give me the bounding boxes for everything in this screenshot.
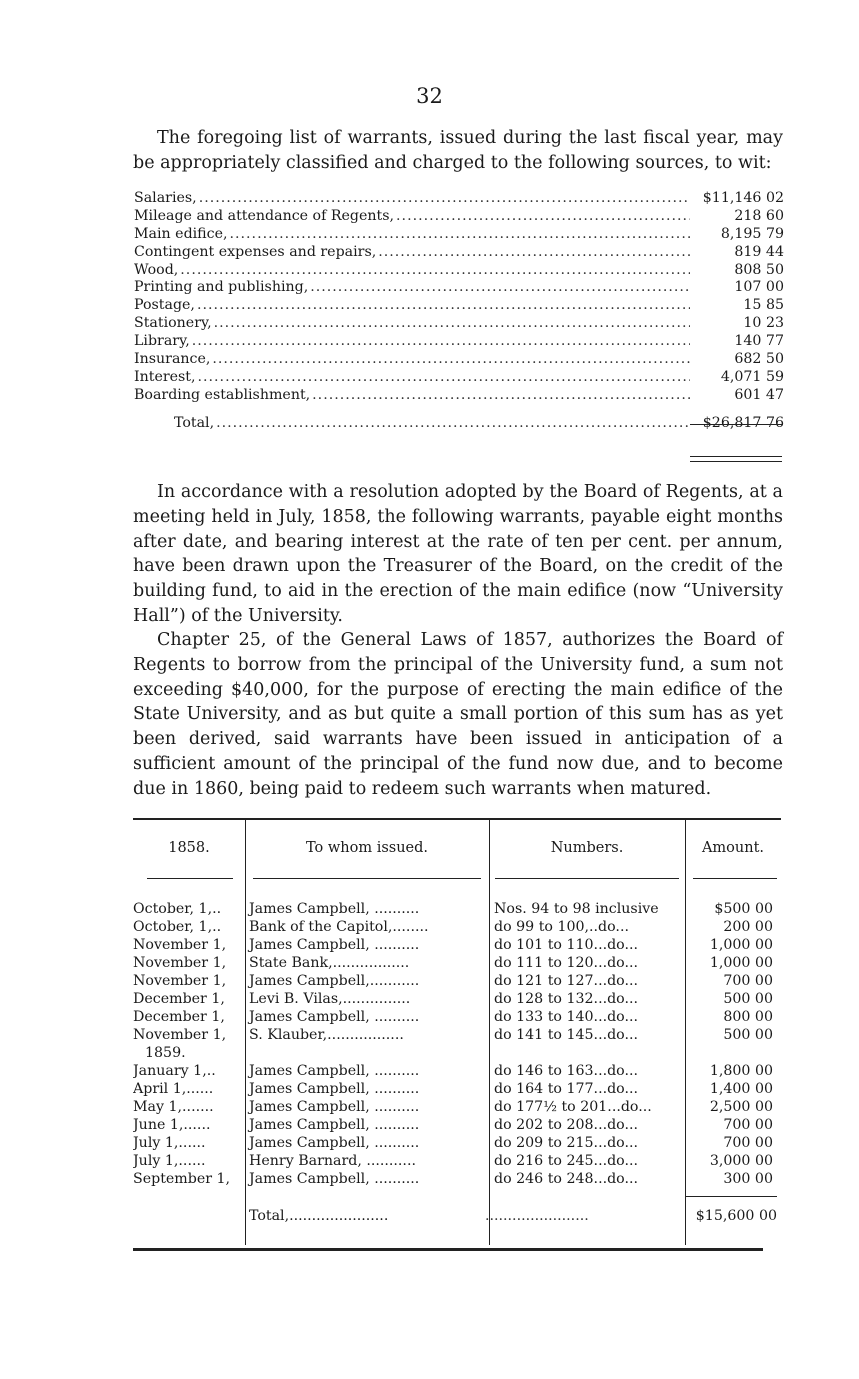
- source-row: [134, 226, 784, 244]
- row-numbers: do 209 to 215...do...: [494, 1135, 638, 1151]
- source-row: [134, 190, 784, 208]
- row-amount: 700 00: [723, 1135, 773, 1151]
- leader-dots: [216, 415, 690, 433]
- source-label: Postage,: [134, 297, 195, 314]
- row-numbers: Nos. 94 to 98 inclusive: [494, 901, 659, 917]
- source-label: Printing and publishing,: [134, 279, 309, 296]
- source-row: [134, 208, 784, 226]
- sources-total-rule: [690, 424, 782, 425]
- total-amount-rule: [685, 1196, 777, 1197]
- table-row: [133, 1116, 781, 1134]
- row-date: July 1,......: [133, 1153, 206, 1169]
- row-numbers: do 133 to 140...do...: [494, 1009, 638, 1025]
- table-row: [133, 1062, 781, 1080]
- row-amount: 1,000 00: [709, 955, 773, 971]
- header-rule: [693, 878, 777, 879]
- row-amount: 700 00: [723, 973, 773, 989]
- warrants-total-dots: .......................: [485, 1208, 589, 1224]
- header-rule: [495, 878, 679, 879]
- table-row: [133, 972, 781, 990]
- row-name: James Campbell,...........: [249, 973, 420, 989]
- row-amount: $500 00: [714, 901, 773, 917]
- source-amount: 10 23: [743, 315, 784, 332]
- row-name: S. Klauber,.................: [249, 1027, 404, 1043]
- source-row: [134, 315, 784, 333]
- source-amount: 218 60: [734, 207, 784, 224]
- row-date: November 1,: [133, 1027, 227, 1043]
- leader-dots: [212, 351, 690, 369]
- source-row: [134, 387, 784, 405]
- row-name: James Campbell, ..........: [249, 1135, 420, 1151]
- source-amount: 8,195 79: [720, 225, 784, 242]
- row-numbers: do 121 to 127...do...: [494, 973, 638, 989]
- row-date: June 1,......: [133, 1117, 211, 1133]
- row-numbers: do 177½ to 201...do...: [494, 1099, 652, 1115]
- table-row: [133, 1098, 781, 1116]
- row-numbers: do 111 to 120...do...: [494, 955, 638, 971]
- row-numbers: do 216 to 245...do...: [494, 1153, 638, 1169]
- leader-dots: [199, 190, 690, 208]
- table-row: [133, 1080, 781, 1098]
- sources-total-amount: $26,817 76: [702, 414, 784, 431]
- table-row: [133, 1008, 781, 1026]
- table-row: [133, 1170, 781, 1188]
- row-amount: 1,400 00: [709, 1081, 773, 1097]
- source-amount: 107 00: [734, 279, 784, 296]
- source-label: Mileage and attendance of Regents,: [134, 207, 395, 224]
- source-label: Insurance,: [134, 351, 211, 368]
- row-amount: 300 00: [723, 1171, 773, 1187]
- source-label: Library,: [134, 333, 190, 350]
- source-label: Main edifice,: [134, 225, 228, 242]
- row-date: October, 1,..: [133, 901, 222, 917]
- row-amount: 1,800 00: [709, 1063, 773, 1079]
- table-row: [133, 900, 781, 918]
- source-row: [134, 244, 784, 262]
- row-date: December 1,: [133, 991, 225, 1007]
- leader-dots: [230, 226, 690, 244]
- row-date: May 1,.......: [133, 1099, 214, 1115]
- row-name: James Campbell, ..........: [249, 937, 420, 953]
- row-numbers: do 99 to 100,..do...: [494, 919, 629, 935]
- source-amount: 140 77: [734, 333, 784, 350]
- row-numbers: do 246 to 248...do...: [494, 1171, 638, 1187]
- table-row: [133, 936, 781, 954]
- leader-dots: [378, 244, 690, 262]
- table-row: [133, 918, 781, 936]
- leader-dots: [197, 297, 690, 315]
- row-numbers: do 101 to 110...do...: [494, 937, 638, 953]
- year-label: 1859.: [145, 1045, 186, 1061]
- sources-double-rule: [690, 456, 782, 462]
- source-label: Salaries,: [134, 190, 197, 206]
- header-date: 1858.: [168, 840, 210, 856]
- chapter-paragraph: Chapter 25, of the General Laws of 1857, authorizes the Board of Regents to borrow from the principal of the University fund, a sum not exceeding $40,000, for the purpose of erecting the main edifice of the State University, and as but quite a small portion of this sum has as yet been derived, said warrants have been issued in anticipation of a sufficient amount of the principal of the fund now due, and to become due in 1860, being paid to redeem such warrants when matured.: [133, 630, 783, 799]
- row-date: October, 1,..: [133, 919, 222, 935]
- row-date: September 1,: [133, 1171, 231, 1187]
- row-name: James Campbell, ..........: [249, 901, 420, 917]
- row-name: Bank of the Capitol,........: [249, 919, 429, 935]
- row-numbers: do 202 to 208...do...: [494, 1117, 638, 1133]
- source-amount: 808 50: [734, 261, 784, 278]
- row-amount: 1,000 00: [709, 937, 773, 953]
- source-amount: 4,071 59: [720, 368, 784, 385]
- source-amount: 601 47: [734, 386, 784, 403]
- warrants-total-row: [249, 1208, 781, 1224]
- table-row: [133, 1134, 781, 1152]
- source-amount: 15 85: [743, 297, 784, 314]
- row-numbers: do 141 to 145...do...: [494, 1027, 638, 1043]
- row-name: James Campbell, ..........: [249, 1081, 420, 1097]
- row-name: James Campbell, ..........: [249, 1009, 420, 1025]
- source-label: Interest,: [134, 368, 196, 385]
- source-row: [134, 279, 784, 297]
- resolution-paragraph: In accordance with a resolution adopted by the Board of Regents, at a meeting held in July, 1858, the following warrants, payable eight months after date, and bearing interest at the rate of ten per cent. per annum, have been drawn upon the Treasurer of the Board, on the credit of the building fund, to aid in the erection of the main edifice (now “University Hall”) of the University.: [133, 482, 783, 626]
- source-label: Boarding establishment,: [134, 386, 311, 403]
- leader-dots: [214, 315, 690, 333]
- header-name: To whom issued.: [305, 840, 429, 856]
- leader-dots: [396, 208, 690, 226]
- header-rule: [253, 878, 481, 879]
- warrants-total-label: Total,......................: [249, 1208, 389, 1224]
- row-date: November 1,: [133, 937, 227, 953]
- row-name: James Campbell, ..........: [249, 1117, 420, 1133]
- table-row: [133, 1026, 781, 1044]
- source-row: [134, 333, 784, 351]
- source-amount: 819 44: [734, 243, 784, 260]
- row-name: Levi B. Vilas,...............: [249, 991, 411, 1007]
- sources-total-row: [134, 415, 784, 433]
- warrant-rows: [133, 900, 781, 1188]
- leader-dots: [192, 333, 690, 351]
- row-name: James Campbell, ..........: [249, 1063, 420, 1079]
- source-label: Wood,: [134, 261, 179, 278]
- row-name: Henry Barnard, ...........: [249, 1153, 416, 1169]
- table-row: [133, 990, 781, 1008]
- table-row: [133, 954, 781, 972]
- source-amount: 682 50: [734, 351, 784, 368]
- row-amount: 3,000 00: [709, 1153, 773, 1169]
- source-row: [134, 369, 784, 387]
- row-numbers: do 164 to 177...do...: [494, 1081, 638, 1097]
- row-amount: 500 00: [723, 1027, 773, 1043]
- warrants-total-amount: $15,600 00: [695, 1208, 777, 1224]
- row-date: January 1,..: [133, 1063, 216, 1079]
- row-amount: 800 00: [723, 1009, 773, 1025]
- header-numbers: Numbers.: [550, 840, 624, 856]
- source-label: Stationery,: [134, 315, 212, 332]
- table-top-rule: [133, 818, 781, 820]
- source-row: [134, 297, 784, 315]
- row-amount: 500 00: [723, 991, 773, 1007]
- row-date: November 1,: [133, 973, 227, 989]
- row-amount: 200 00: [723, 919, 773, 935]
- row-date: July 1,......: [133, 1135, 206, 1151]
- row-name: James Campbell, ..........: [249, 1099, 420, 1115]
- row-numbers: do 128 to 132...do...: [494, 991, 638, 1007]
- leader-dots: [310, 279, 690, 297]
- row-amount: 700 00: [723, 1117, 773, 1133]
- page-number: 32: [416, 84, 443, 108]
- sources-list: [134, 190, 784, 433]
- header-rule: [147, 878, 233, 879]
- leader-dots: [198, 369, 690, 387]
- leader-dots: [312, 387, 690, 405]
- row-name: State Bank,.................: [249, 955, 410, 971]
- row-date: November 1,: [133, 955, 227, 971]
- sources-total-label: Total,: [174, 414, 215, 431]
- table-bottom-rule: [133, 1248, 763, 1251]
- leader-dots: [180, 262, 690, 280]
- row-date: December 1,: [133, 1009, 225, 1025]
- table-row: [133, 1152, 781, 1170]
- header-amount: Amount.: [701, 840, 765, 856]
- source-row: [134, 262, 784, 280]
- year-row: [133, 1044, 781, 1062]
- row-date: April 1,......: [133, 1081, 214, 1097]
- intro-paragraph: The foregoing list of warrants, issued during the last fiscal year, may be appropriately classified and charged to the following sources, to wit:: [133, 128, 783, 173]
- source-amount: $11,146 02: [702, 190, 784, 206]
- source-row: [134, 351, 784, 369]
- row-name: James Campbell, ..........: [249, 1171, 420, 1187]
- row-amount: 2,500 00: [709, 1099, 773, 1115]
- source-label: Contingent expenses and repairs,: [134, 243, 377, 260]
- row-numbers: do 146 to 163...do...: [494, 1063, 638, 1079]
